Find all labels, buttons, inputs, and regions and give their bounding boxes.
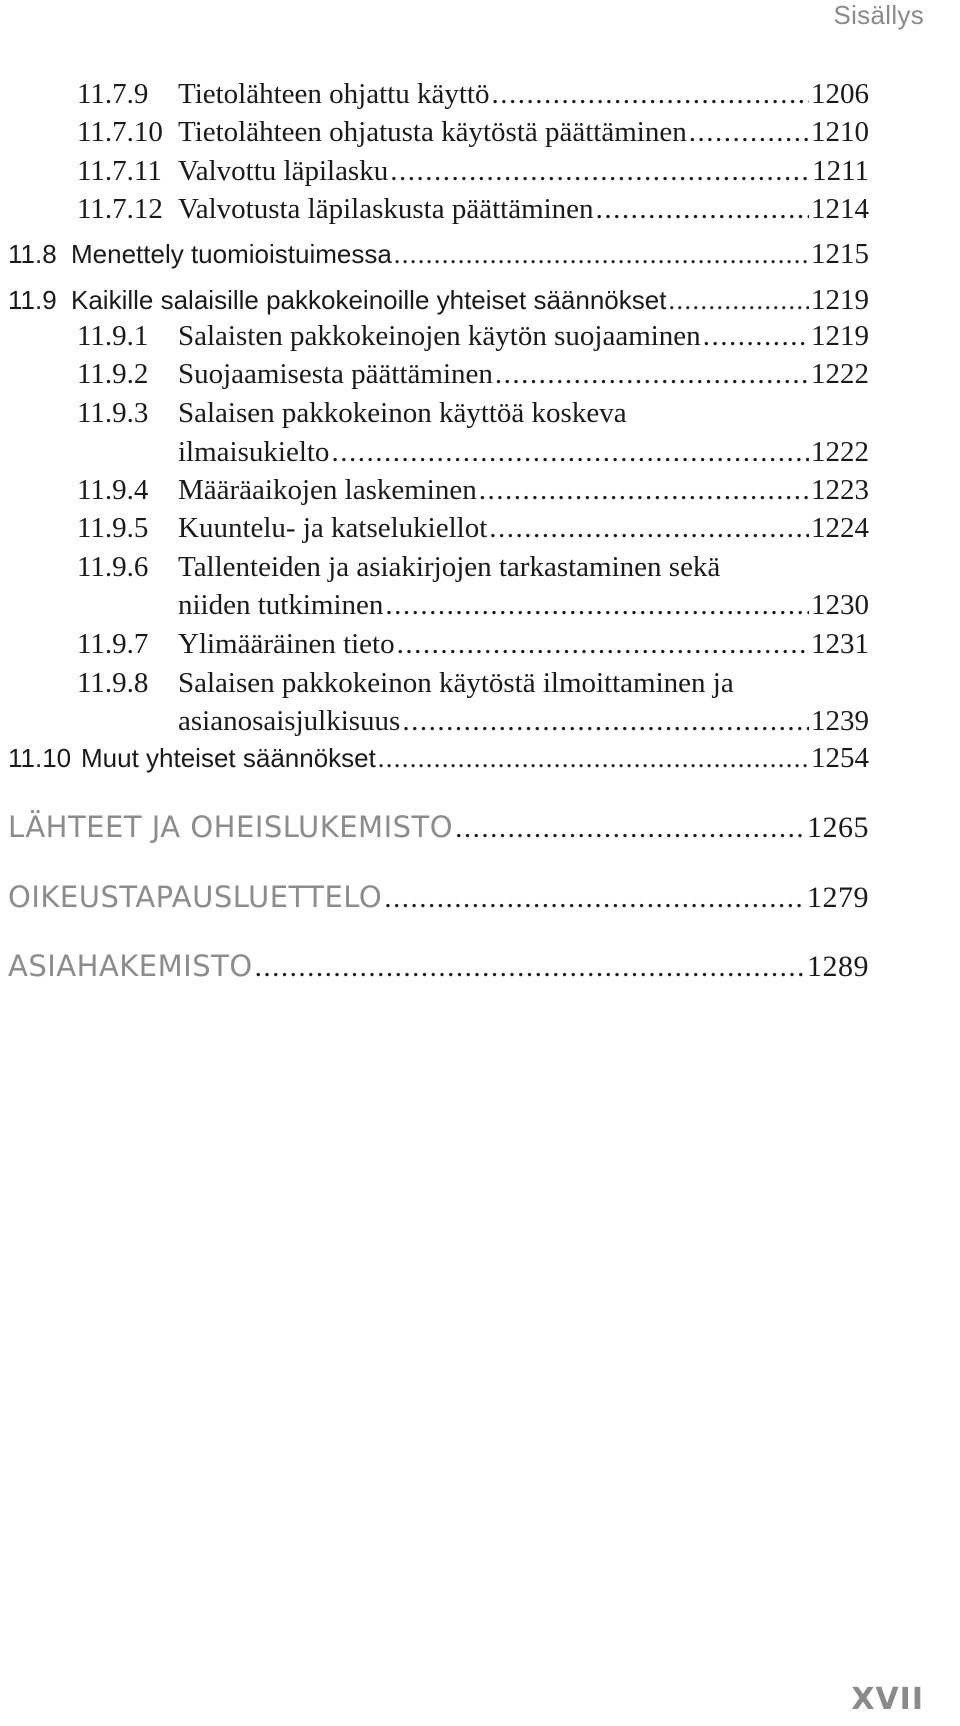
leader-dots (255, 951, 805, 984)
toc-entry-number: 11.10 (8, 743, 72, 773)
toc-chapter-entry[interactable] (8, 810, 869, 845)
toc-entry-title: Salaisten pakkokeinojen käytön suojaaminen (178, 320, 701, 352)
toc-entry-number: 11.9.5 (77, 512, 149, 544)
toc-chapter-entry[interactable] (8, 880, 869, 915)
leader-dots (385, 589, 809, 622)
leader-dots (479, 474, 809, 507)
leader-dots (378, 744, 809, 774)
toc-entry-page: 1231 (811, 628, 869, 660)
toc-entry-title: Kaikille salaisille pakkokeinoille yhteiset säännökset (71, 285, 667, 315)
running-head: Sisällys (833, 0, 924, 30)
toc-entry-page: 1219 (811, 320, 869, 352)
toc-entry[interactable] (77, 474, 869, 507)
toc-entry[interactable] (8, 238, 869, 271)
toc-entry-page: 1289 (807, 950, 869, 983)
toc-entry-title: Valvottu läpilasku (178, 155, 389, 187)
toc-entry-title: Tallenteiden ja asiakirjojen tarkastaminen sekä (178, 551, 721, 583)
page-number: XVII (851, 1682, 924, 1717)
leader-dots (703, 320, 809, 353)
toc-entry[interactable] (77, 116, 869, 149)
toc-entry[interactable] (77, 628, 869, 661)
toc-entry-number: 11.8 (8, 239, 57, 269)
toc-entry-number: 11.7.11 (77, 155, 162, 187)
toc-entry-continuation[interactable] (178, 589, 869, 622)
toc-chapter-title: LÄHTEET JA OHEISLUKEMISTO (8, 810, 454, 844)
toc-entry-number: 11.9.8 (77, 667, 149, 699)
toc-entry[interactable] (77, 78, 869, 111)
toc-entry-number: 11.9 (8, 285, 57, 315)
toc-entry-title: Kuuntelu- ja katselukiellot (178, 512, 488, 544)
toc-entry-number: 11.9.4 (77, 474, 149, 506)
leader-dots (331, 436, 809, 469)
toc-entry-page: 1206 (811, 78, 869, 110)
toc-entry-title: Tietolähteen ohjattu käyttö (178, 78, 490, 110)
toc-entry-page: 1265 (807, 811, 869, 844)
toc-entry[interactable] (77, 320, 869, 353)
toc-entry-continuation[interactable] (178, 436, 869, 469)
toc-entry-first-line[interactable] (77, 397, 869, 430)
toc-entry-title: Valvotusta läpilaskusta päättäminen (178, 193, 594, 225)
toc-entry-page: 1210 (811, 116, 869, 148)
toc-entry-number: 11.7.12 (77, 193, 163, 225)
leader-dots (384, 882, 805, 915)
toc-chapter-title: ASIAHAKEMISTO (8, 949, 253, 983)
toc-entry-page: 1239 (811, 705, 869, 737)
toc-entry-number: 11.7.10 (77, 116, 163, 148)
toc-entry-title: Määräaikojen laskeminen (178, 474, 477, 506)
toc-entry[interactable] (77, 512, 869, 545)
leader-dots (455, 812, 805, 845)
toc-entry-title: Salaisen pakkokeinon käyttöä koskeva (178, 397, 627, 429)
leader-dots (491, 78, 809, 111)
toc-entry-page: 1214 (811, 193, 869, 225)
toc-entry-page: 1230 (811, 589, 869, 621)
toc-entry-title-continued: niiden tutkiminen (178, 589, 384, 621)
toc-chapter-entry[interactable] (8, 949, 869, 984)
toc-entry[interactable] (8, 284, 869, 317)
toc-chapter-title: OIKEUSTAPAUSLUETTELO (8, 880, 383, 914)
leader-dots (390, 155, 810, 188)
toc-entry-title: Menettely tuomioistuimessa (71, 239, 392, 269)
toc-entry-first-line[interactable] (77, 551, 869, 584)
toc-entry-page: 1224 (811, 512, 869, 544)
toc-entry-title: Tietolähteen ohjatusta käytöstä päättäminen (178, 116, 687, 148)
toc-entry-page: 1215 (811, 238, 869, 270)
toc-entry[interactable] (77, 193, 869, 226)
leader-dots (489, 512, 809, 545)
toc-entry-title: Muut yhteiset säännökset (81, 743, 376, 773)
toc-entry-title-continued: asianosaisjulkisuus (178, 705, 401, 737)
toc-entry-number: 11.9.6 (77, 551, 149, 583)
leader-dots (668, 286, 809, 316)
toc-entry[interactable] (77, 358, 869, 391)
toc-entry-number: 11.9.3 (77, 397, 149, 429)
leader-dots (596, 193, 809, 226)
toc-entry-page: 1219 (811, 284, 869, 316)
toc-entry-page: 1223 (811, 474, 869, 506)
toc-entry-title-continued: ilmaisukielto (178, 436, 330, 468)
leader-dots (402, 705, 809, 738)
leader-dots (397, 628, 809, 661)
leader-dots (394, 240, 809, 270)
toc-entry-number: 11.7.9 (77, 78, 149, 110)
toc-entry-first-line[interactable] (77, 667, 869, 700)
toc-entry[interactable] (77, 155, 869, 188)
toc-entry-page: 1279 (807, 881, 869, 914)
toc-entry-number: 11.9.1 (77, 320, 149, 352)
toc-entry[interactable] (8, 742, 869, 775)
toc-entry-page: 1211 (812, 155, 869, 187)
toc-entry-page: 1254 (811, 742, 869, 774)
toc-entry-number: 11.9.7 (77, 628, 149, 660)
leader-dots (689, 116, 809, 149)
toc-entry-title: Salaisen pakkokeinon käytöstä ilmoittaminen ja (178, 667, 734, 699)
toc-entry-title: Ylimääräinen tieto (178, 628, 395, 660)
leader-dots (495, 358, 809, 391)
toc-entry-page: 1222 (811, 358, 869, 390)
toc-entry-page: 1222 (811, 436, 869, 468)
toc-entry-number: 11.9.2 (77, 358, 149, 390)
toc-entry-continuation[interactable] (178, 705, 869, 738)
toc-entry-title: Suojaamisesta päättäminen (178, 358, 493, 390)
